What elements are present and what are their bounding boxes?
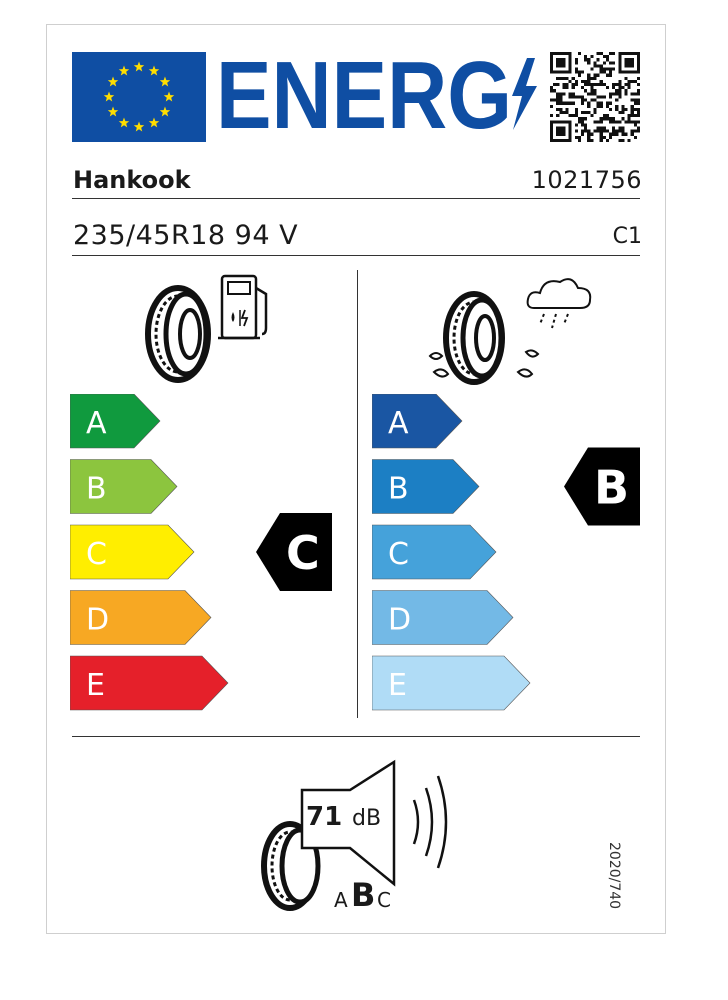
fuel-class-label: B (86, 471, 107, 507)
tyre-icon (148, 288, 208, 380)
divider (72, 255, 640, 256)
tyre-size: 235/45R18 94 V (73, 220, 299, 251)
energy-wordmark (214, 44, 544, 144)
rain-cloud-icon (528, 279, 591, 328)
fuel-rating-letter: C (286, 526, 320, 580)
noise-class-b: B (351, 876, 376, 914)
fuel-efficiency-scale (70, 394, 342, 720)
eu-flag-icon (72, 52, 206, 142)
wet-grip-rating-letter: B (594, 460, 630, 515)
wet-grip-class-label: B (388, 471, 409, 507)
qr-code-icon (550, 52, 640, 142)
noise-unit: dB (352, 806, 382, 831)
wet-grip-class-label: D (388, 602, 412, 638)
vertical-divider (357, 270, 358, 718)
wet-grip-bar-a (372, 394, 462, 448)
eu-star-icon (134, 122, 144, 132)
fuel-bar-a (70, 394, 160, 448)
eu-star-icon (149, 117, 159, 127)
wet-grip-class-label: A (388, 406, 409, 441)
energy-word-text: ENERG (216, 44, 512, 144)
wet-grip-scale (372, 394, 644, 720)
article-id: 1021756 (531, 166, 642, 194)
eu-star-icon (108, 77, 118, 87)
wet-grip-class-label: E (388, 668, 407, 703)
regulation-number: 2020/740 (606, 842, 622, 910)
fuel-class-label: A (86, 406, 107, 441)
eu-star-icon (134, 62, 144, 72)
lightning-icon (512, 58, 537, 130)
sound-waves-icon (414, 776, 446, 868)
eu-star-icon (119, 117, 129, 127)
wet-grip-class-label: C (388, 537, 409, 572)
tyre-icon (446, 294, 502, 382)
divider (72, 198, 640, 199)
fuel-pump-icon (218, 276, 266, 338)
eu-star-icon (160, 77, 170, 87)
fuel-pictogram (130, 270, 290, 394)
divider (72, 736, 640, 737)
noise-value: 71 (306, 802, 343, 832)
fuel-class-label: E (86, 668, 105, 703)
wet-grip-pictogram (422, 268, 602, 396)
eu-star-icon (164, 92, 174, 102)
noise-class-c: C (377, 888, 391, 912)
eu-star-icon (108, 107, 118, 117)
eu-star-icon (104, 92, 114, 102)
eu-star-icon (119, 66, 129, 76)
fuel-class-label: D (86, 602, 110, 638)
eu-star-icon (149, 66, 159, 76)
fuel-class-label: C (86, 537, 107, 572)
noise-class-a: A (334, 888, 348, 912)
eu-star-icon (160, 107, 170, 117)
tyre-class: C1 (612, 224, 642, 249)
supplier-brand: Hankook (73, 166, 191, 194)
